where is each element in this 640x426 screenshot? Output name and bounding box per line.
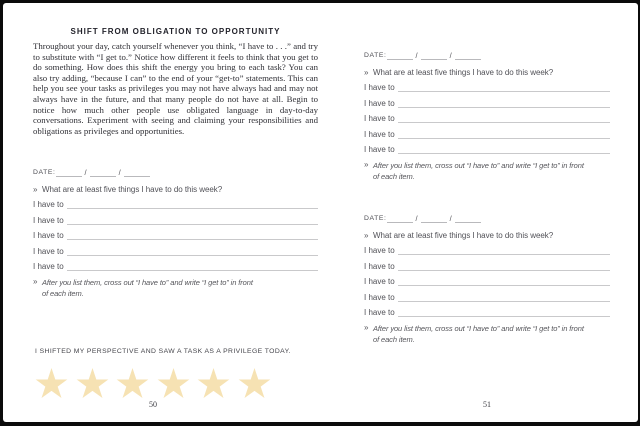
worksheet-section-right-2 [364, 213, 610, 345]
star-icon[interactable] [116, 368, 149, 399]
entry-row [33, 215, 318, 225]
date-row [364, 50, 610, 60]
after-note-line2: of each item. [42, 289, 84, 298]
entry-label: I have to [364, 308, 395, 317]
entry-row [364, 129, 610, 139]
entry-input-line[interactable] [67, 215, 318, 225]
after-note-line1: After you list them, cross out “I have to” and write “I get to” in front [373, 324, 584, 333]
star-icon[interactable] [197, 368, 230, 399]
date-field-month[interactable] [387, 213, 413, 223]
entry-row [364, 292, 610, 302]
entry-row [364, 276, 610, 286]
star-icon[interactable] [238, 368, 271, 399]
entry-input-line[interactable] [398, 98, 610, 108]
date-separator: / [118, 168, 121, 177]
entry-input-line[interactable] [67, 230, 318, 240]
entry-input-line[interactable] [67, 199, 318, 209]
entry-label: I have to [364, 277, 395, 286]
entry-label: I have to [364, 83, 395, 92]
after-note-line1: After you list them, cross out “I have to” and write “I get to” in front [373, 161, 584, 170]
star-rating[interactable] [35, 367, 271, 399]
right-page [364, 3, 610, 422]
prompt [33, 185, 318, 196]
entry-input-line[interactable] [398, 276, 610, 286]
bullet-icon: » [364, 231, 369, 240]
date-separator: / [415, 51, 418, 60]
date-field-year[interactable] [124, 167, 150, 177]
entry-input-line[interactable] [67, 261, 318, 271]
date-field-day[interactable] [421, 50, 447, 60]
entry-label: I have to [364, 246, 395, 255]
bullet-icon: » [364, 160, 369, 169]
left-page [33, 3, 318, 422]
book-spread [3, 3, 638, 422]
date-field-month[interactable] [56, 167, 82, 177]
entry-input-line[interactable] [398, 292, 610, 302]
entry-input-line[interactable] [398, 82, 610, 92]
entry-row [33, 199, 318, 209]
entry-row [33, 230, 318, 240]
entry-row [33, 246, 318, 256]
date-separator: / [84, 168, 87, 177]
after-note [364, 323, 610, 345]
date-field-year[interactable] [455, 213, 481, 223]
date-label: DATE: [33, 169, 56, 176]
entry-label: I have to [33, 200, 64, 209]
entry-input-line[interactable] [398, 144, 610, 154]
date-field-day[interactable] [90, 167, 116, 177]
date-label: DATE: [364, 52, 387, 59]
after-note-line2: of each item. [373, 335, 415, 344]
intro-paragraph: Throughout your day, catch yourself whenever you think, “I have to . . .” and try to substitute with “I get to.” Notice how different it feels to think that you get to do something. How does this shift the energy you bring to each task? You can also try adding, “because I can” to the end of your “get-to” statements. This can help you see your tasks as privileges you may not have always had and may not always have in the future, and that many people do not have at all. Begin to notice how much other people use obligated language in day-to-day conversations. Experiment with seeing and claiming your responsibilities and obligations as privileges and opportunities. [33, 41, 318, 136]
entry-input-line[interactable] [398, 261, 610, 271]
after-note-line2: of each item. [373, 172, 415, 181]
date-separator: / [449, 214, 452, 223]
entry-input-line[interactable] [398, 245, 610, 255]
entry-row [33, 261, 318, 271]
star-icon[interactable] [157, 368, 190, 399]
entry-label: I have to [364, 145, 395, 154]
date-row [33, 167, 318, 177]
bullet-icon: » [364, 323, 369, 332]
entry-input-line[interactable] [67, 246, 318, 256]
entry-label: I have to [364, 98, 395, 108]
entry-row [364, 82, 610, 92]
after-note-text [42, 277, 253, 299]
worksheet-section-right-1 [364, 50, 610, 182]
page-number-left: 50 [149, 400, 157, 409]
entry-input-line[interactable] [398, 129, 610, 139]
star-icon[interactable] [76, 368, 109, 399]
entry-label: I have to [33, 231, 64, 240]
after-note [364, 160, 610, 182]
entry-label: I have to [33, 246, 64, 256]
entry-row [364, 113, 610, 123]
worksheet-section-left [33, 167, 318, 299]
entry-row [364, 98, 610, 108]
after-note-text [373, 323, 584, 345]
page-title: SHIFT FROM OBLIGATION TO OPPORTUNITY [70, 27, 281, 36]
date-field-month[interactable] [387, 50, 413, 60]
after-note-text [373, 160, 584, 182]
prompt-text: What are at least five things I have to do this week? [42, 185, 223, 194]
date-row [364, 213, 610, 223]
date-label: DATE: [364, 215, 387, 222]
after-note [33, 277, 318, 299]
entry-label: I have to [364, 114, 395, 123]
bullet-icon: » [364, 68, 369, 77]
date-separator: / [415, 214, 418, 223]
page-number-right: 51 [483, 400, 491, 409]
entry-input-line[interactable] [398, 307, 610, 317]
prompt [364, 68, 610, 79]
entry-label: I have to [364, 292, 395, 302]
entry-input-line[interactable] [398, 113, 610, 123]
bullet-icon: » [33, 277, 38, 286]
star-icon[interactable] [35, 368, 68, 399]
date-field-day[interactable] [421, 213, 447, 223]
entry-row [364, 245, 610, 255]
entry-label: I have to [364, 261, 395, 271]
date-separator: / [449, 51, 452, 60]
entry-label: I have to [33, 215, 64, 225]
entry-row [364, 144, 610, 154]
after-note-line1: After you list them, cross out “I have to” and write “I get to” in front [42, 278, 253, 287]
bullet-icon: » [33, 185, 38, 194]
entry-row [364, 261, 610, 271]
tracker-statement: I SHIFTED MY PERSPECTIVE AND SAW A TASK AS A PRIVILEGE TODAY. [35, 348, 291, 355]
date-field-year[interactable] [455, 50, 481, 60]
entry-label: I have to [33, 262, 64, 271]
prompt-text: What are at least five things I have to do this week? [373, 231, 554, 240]
prompt-text: What are at least five things I have to do this week? [373, 68, 554, 77]
prompt [364, 231, 610, 242]
entry-row [364, 307, 610, 317]
entry-label: I have to [364, 129, 395, 139]
